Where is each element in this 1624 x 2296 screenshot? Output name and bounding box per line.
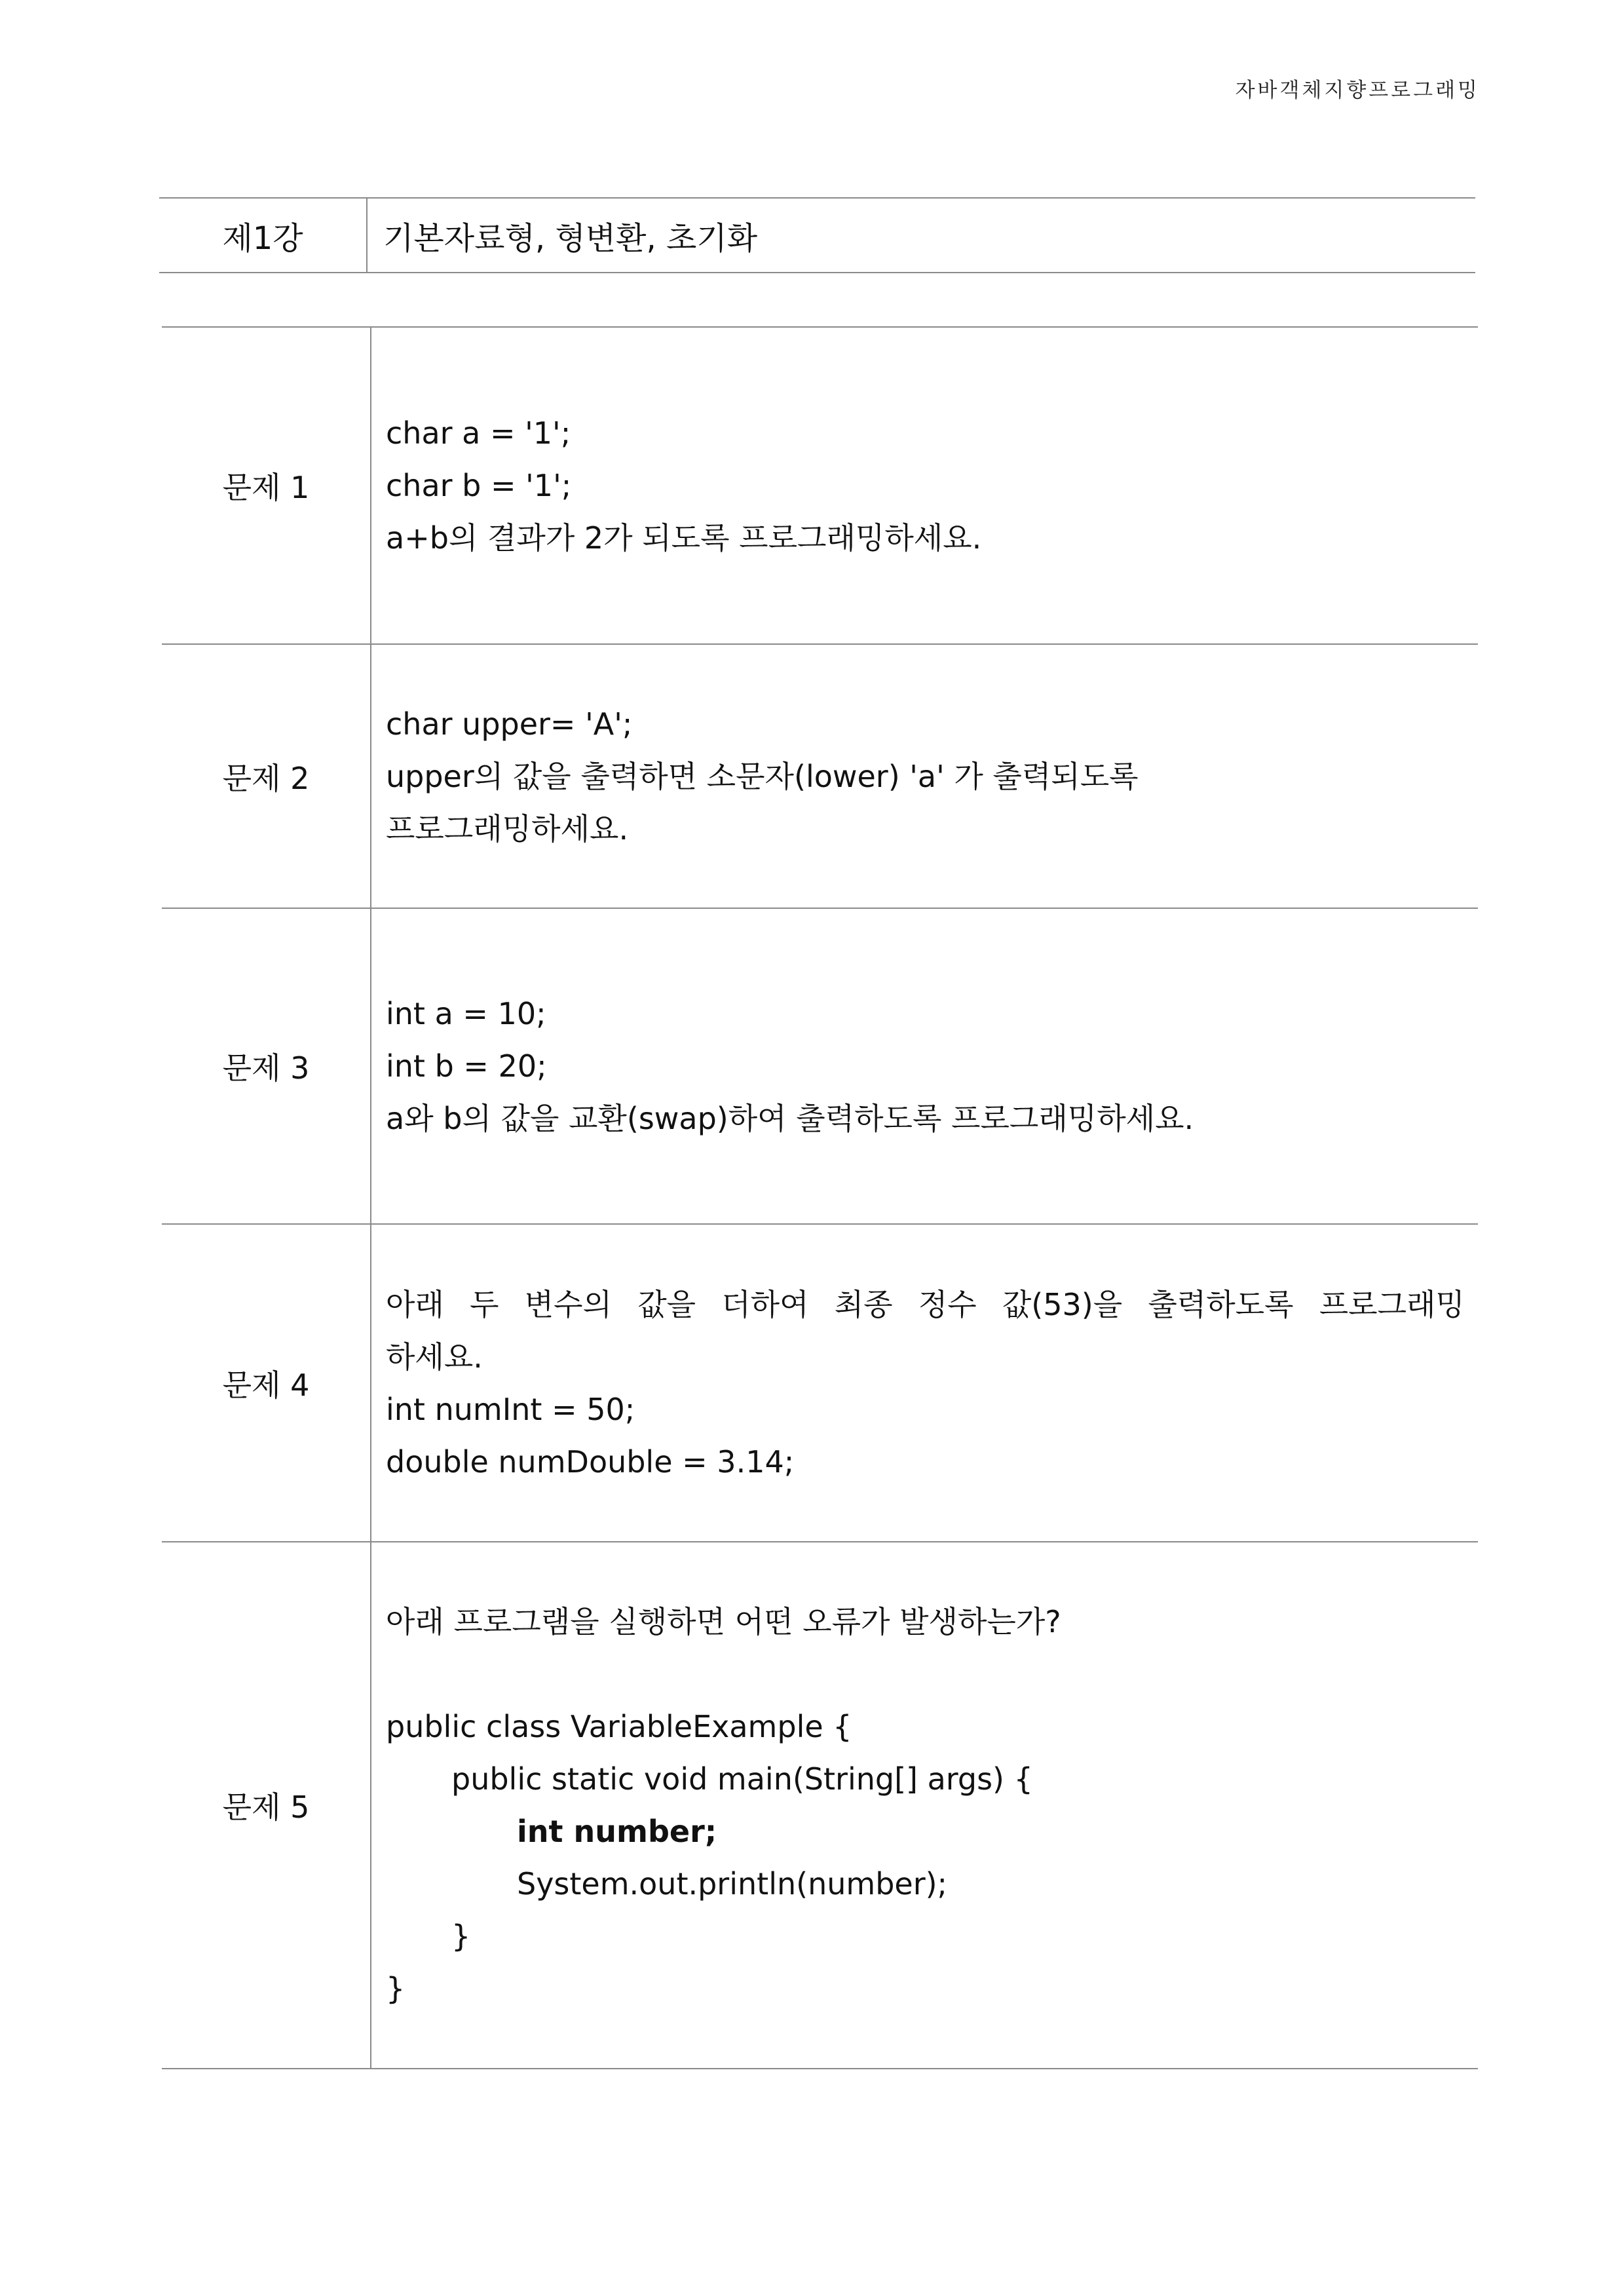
problems-table: [162, 326, 1478, 2069]
problem-label: 문제 4: [162, 1225, 371, 1541]
code-line: }: [451, 1919, 471, 1954]
problem-content: [371, 1225, 1478, 1541]
code-line: int b = 20;: [386, 1048, 547, 1084]
word: 더하여: [721, 1286, 809, 1322]
problem-label: 문제 3: [162, 909, 371, 1223]
problem-label: 문제 5: [162, 1542, 371, 2068]
problem-row: [162, 909, 1478, 1225]
problem-label: 문제 2: [162, 645, 371, 908]
word: 최종: [834, 1286, 893, 1322]
problem-row: [162, 328, 1478, 645]
problem-row: [162, 1542, 1478, 2069]
word: 변수의: [524, 1286, 612, 1322]
code-line: int numInt = 50;: [386, 1391, 635, 1427]
lecture-title-table: [159, 197, 1475, 273]
word: 정수: [918, 1286, 977, 1322]
instruction-line: 프로그래밍하세요.: [386, 811, 629, 847]
word: 아래: [386, 1286, 444, 1322]
code-line: System.out.println(number);: [517, 1866, 948, 1902]
word: 값(53)을: [1002, 1286, 1123, 1322]
code-line: char b = '1';: [386, 468, 572, 503]
code-line: public static void main(String[] args) {: [451, 1761, 1033, 1797]
course-title: 자바객체지향프로그래밍: [1235, 79, 1480, 102]
problem-label: 문제 1: [162, 328, 371, 643]
instruction-line-justified: [386, 1278, 1465, 1331]
problem-content: [371, 1542, 1478, 2068]
word: 프로그래밍: [1319, 1286, 1465, 1322]
code-line: char a = '1';: [386, 415, 571, 451]
word: 두: [470, 1286, 499, 1322]
problem-content: [371, 909, 1478, 1223]
problem-row: [162, 1225, 1478, 1542]
instruction-line: a+b의 결과가 2가 되도록 프로그래밍하세요.: [386, 520, 982, 556]
code-line: double numDouble = 3.14;: [386, 1444, 795, 1480]
instruction-line: 하세요.: [386, 1339, 483, 1375]
problem-row: [162, 645, 1478, 909]
code-line: char upper= 'A';: [386, 706, 633, 742]
word: 출력하도록: [1148, 1286, 1294, 1322]
lecture-number: 제1강: [159, 199, 368, 272]
code-line: }: [386, 1971, 406, 2006]
lecture-topic: 기본자료형, 형변환, 초기화: [383, 220, 758, 257]
blank-line: [386, 1648, 1465, 1700]
problem-content: [371, 328, 1478, 643]
instruction-line: upper의 값을 출력하면 소문자(lower) 'a' 가 출력되도록: [386, 758, 1139, 794]
code-line-highlighted: int number;: [517, 1814, 717, 1849]
code-line: int a = 10;: [386, 996, 546, 1031]
code-line: public class VariableExample {: [386, 1709, 852, 1744]
question-line: 아래 프로그램을 실행하면 어떤 오류가 발생하는가?: [386, 1604, 1061, 1639]
word: 값을: [637, 1286, 696, 1322]
instruction-line: a와 b의 값을 교환(swap)하여 출력하도록 프로그래밍하세요.: [386, 1101, 1194, 1136]
problem-content: [371, 645, 1478, 908]
